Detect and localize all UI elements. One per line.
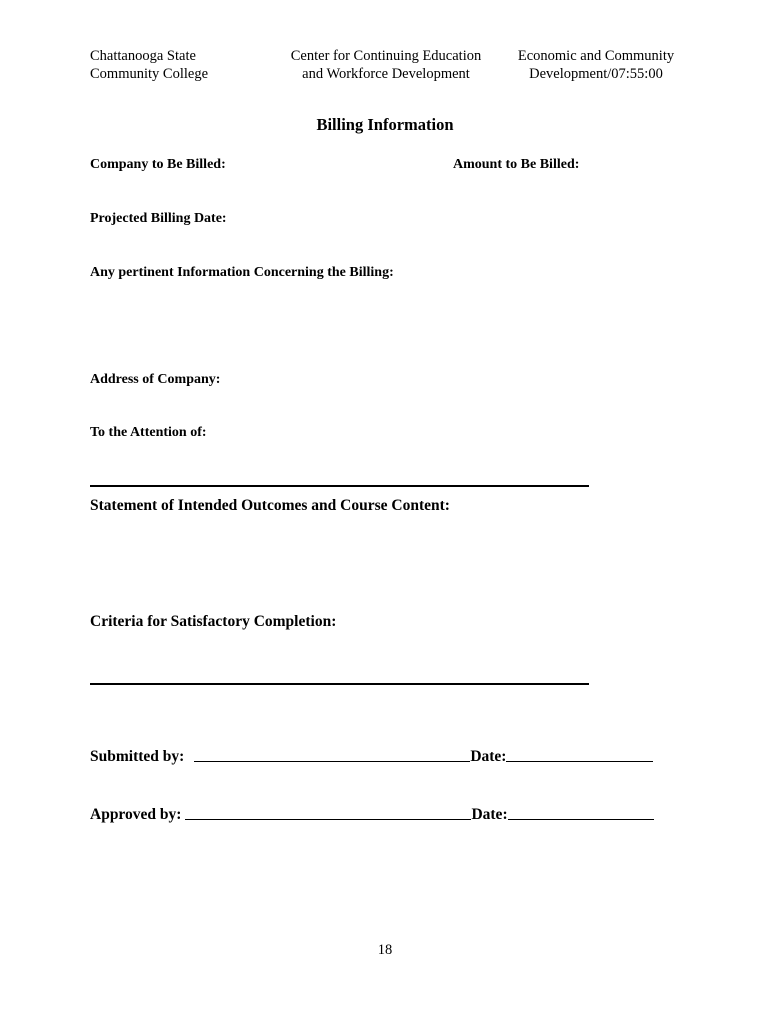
approved-date-label: Date: [471, 806, 508, 823]
amount-to-be-billed-label: Amount to Be Billed: [453, 157, 580, 172]
section-divider-bottom [90, 683, 589, 685]
approved-by-row [90, 806, 654, 824]
to-the-attention-of-label: To the Attention of: [90, 425, 207, 440]
criteria-heading: Criteria for Satisfactory Completion: [90, 613, 337, 630]
statement-of-outcomes-heading: Statement of Intended Outcomes and Course Content: [90, 497, 450, 514]
address-of-company-label: Address of Company: [90, 372, 221, 387]
header-institution [90, 47, 208, 83]
header-institution-line-1: Chattanooga State [90, 48, 196, 64]
header-division-line-2: Development/07:55:00 [529, 66, 663, 82]
header-institution-line-2: Community College [90, 66, 209, 82]
header-department [270, 47, 502, 83]
header-division-line-1: Economic and Community [517, 48, 675, 64]
header-department-line-2: and Workforce Development [302, 66, 470, 82]
approved-by-signature-line[interactable] [185, 807, 471, 820]
approved-date-line[interactable] [508, 807, 654, 820]
approved-by-label: Approved by: [90, 806, 182, 823]
header-department-line-1: Center for Continuing Education [290, 48, 482, 64]
projected-billing-date-label: Projected Billing Date: [90, 211, 227, 226]
header-division [510, 47, 682, 83]
pertinent-information-label: Any pertinent Information Concerning the Billing: [90, 265, 394, 280]
company-to-be-billed-label: Company to Be Billed: [90, 157, 226, 172]
submitted-by-label: Submitted by: [90, 748, 185, 765]
submitted-by-row [90, 748, 653, 766]
submitted-date-line[interactable] [506, 749, 653, 762]
section-divider-top [90, 485, 589, 487]
page-number: 18 [377, 942, 393, 958]
page-title: Billing Information [316, 115, 454, 134]
submitted-date-label: Date: [470, 748, 507, 765]
submitted-by-signature-line[interactable] [194, 749, 470, 762]
